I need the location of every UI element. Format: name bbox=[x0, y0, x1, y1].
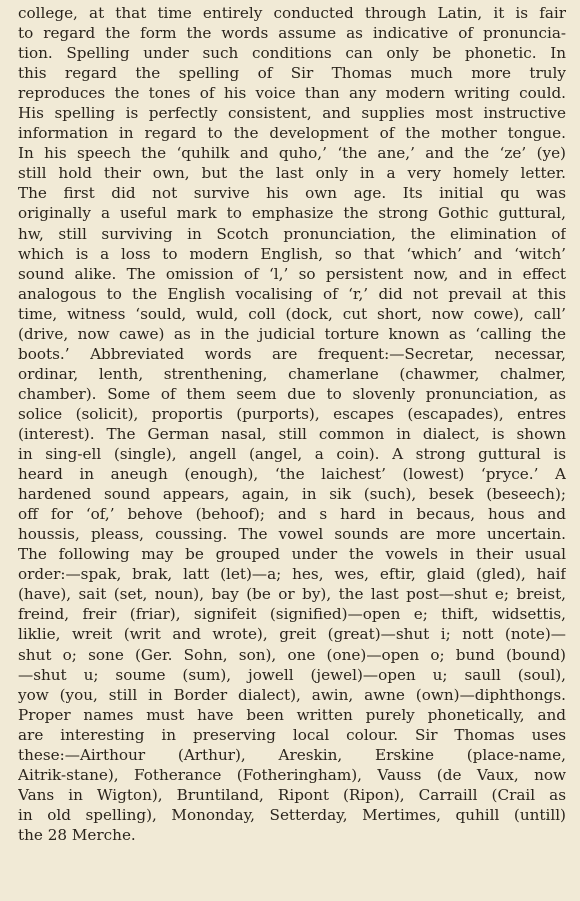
text-line: (have), sait (set, noun), bay (be or by), the last post—shut e; breist, bbox=[18, 585, 566, 604]
text-line: originally a useful mark to emphasize the strong Gothic guttural, bbox=[18, 204, 566, 223]
text-line: The following may be grouped under the vowels in their usual bbox=[18, 545, 566, 564]
text-line: Vans in Wigton), Bruntiland, Ripont (Ripon), Carraill (Crail as bbox=[18, 785, 566, 804]
text-line: His spelling is perfectly consistent, and supplies most instructive bbox=[18, 104, 566, 123]
text-line: Aitrik-stane), Fotherance (Fotheringham), Vauss (de Vaux, now bbox=[18, 765, 566, 784]
text-line: houssis, pleass, coussing. The vowel sounds are more uncertain. bbox=[18, 525, 566, 544]
text-line: still hold their own, but the last only in a very homely letter. bbox=[18, 164, 566, 183]
text-line: order:—spak, brak, latt (let)—a; hes, wes, eftir, glaid (gled), haif bbox=[18, 565, 566, 584]
text-line: this regard the spelling of Sir Thomas much more truly bbox=[18, 64, 566, 83]
text-line: In his speech the ‘quhilk and quho,’ ‘the ane,’ and the ‘ze’ (ye) bbox=[18, 144, 566, 163]
text-line: Proper names must have been written purely phonetically, and bbox=[18, 705, 566, 724]
text-line: yow (you, still in Border dialect), awin, awne (own)—diphthongs. bbox=[18, 685, 566, 704]
text-line: hw, still surviving in Scotch pronunciation, the elimination of bbox=[18, 224, 566, 243]
text-line: analogous to the English vocalising of ‘r,’ did not prevail at this bbox=[18, 284, 566, 303]
text-line: off for ‘of,’ behove (behoof); and s hard in becaus, hous and bbox=[18, 505, 566, 524]
text-line: to regard the form the words assume as indicative of pronuncia- bbox=[18, 24, 566, 43]
text-line: in old spelling), Mononday, Setterday, Mertimes, quhill (untill) bbox=[18, 805, 566, 824]
text-line: The first did not survive his own age. Its initial qu was bbox=[18, 184, 566, 203]
text-line: hardened sound appears, again, in sik (such), besek (beseech); bbox=[18, 485, 566, 504]
text-line: (interest). The German nasal, still common in dialect, is shown bbox=[18, 424, 566, 443]
text-line: time, witness ‘sould, wuld, coll (dock, cut short, now cowe), call’ bbox=[18, 304, 566, 323]
text-line: freind, freir (friar), signifeit (signified)—open e; thift, widsettis, bbox=[18, 605, 566, 624]
text-line: in sing-ell (single), angell (angel, a coin). A strong guttural is bbox=[18, 445, 566, 464]
text-line: boots.’ Abbreviated words are frequent:—Secretar, necessar, bbox=[18, 344, 566, 363]
text-line: tion. Spelling under such conditions can only be phonetic. In bbox=[18, 44, 566, 63]
text-line: college, at that time entirely conducted through Latin, it is fair bbox=[18, 4, 566, 22]
text-line: the 28 Merche. bbox=[18, 825, 136, 844]
text-line: liklie, wreit (writ and wrote), greit (great)—shut i; nott (note)— bbox=[18, 625, 566, 644]
text-line: reproduces the tones of his voice than any modern writing could. bbox=[18, 84, 566, 103]
text-line: heard in aneugh (enough), ‘the laichest’ (lowest) ‘pryce.’ A bbox=[18, 465, 566, 484]
text-line: these:—Airthour (Arthur), Areskin, Erskine (place-name, bbox=[18, 745, 566, 764]
text-line: sound alike. The omission of ‘l,’ so persistent now, and in effect bbox=[18, 264, 566, 283]
text-line: shut o; sone (Ger. Sohn, son), one (one)—open o; bund (bound) bbox=[18, 645, 566, 664]
text-line: —shut u; soume (sum), jowell (jewel)—open u; saull (soul), bbox=[18, 665, 566, 684]
text-line: are interesting in preserving local colour. Sir Thomas uses bbox=[18, 725, 566, 744]
text-line: chamber). Some of them seem due to slovenly pronunciation, as bbox=[18, 384, 566, 403]
text-line: (drive, now cawe) as in the judicial torture known as ‘calling the bbox=[18, 324, 566, 343]
body-paragraph bbox=[18, 3, 566, 845]
text-line: information in regard to the development of the mother tongue. bbox=[18, 124, 566, 143]
text-line: ordinar, lenth, strenthening, chamerlane (chawmer, chalmer, bbox=[18, 364, 566, 383]
text-line: which is a loss to modern English, so that ‘which’ and ‘witch’ bbox=[18, 244, 566, 263]
text-line: solice (solicit), proportis (purports), escapes (escapades), entres bbox=[18, 404, 566, 423]
